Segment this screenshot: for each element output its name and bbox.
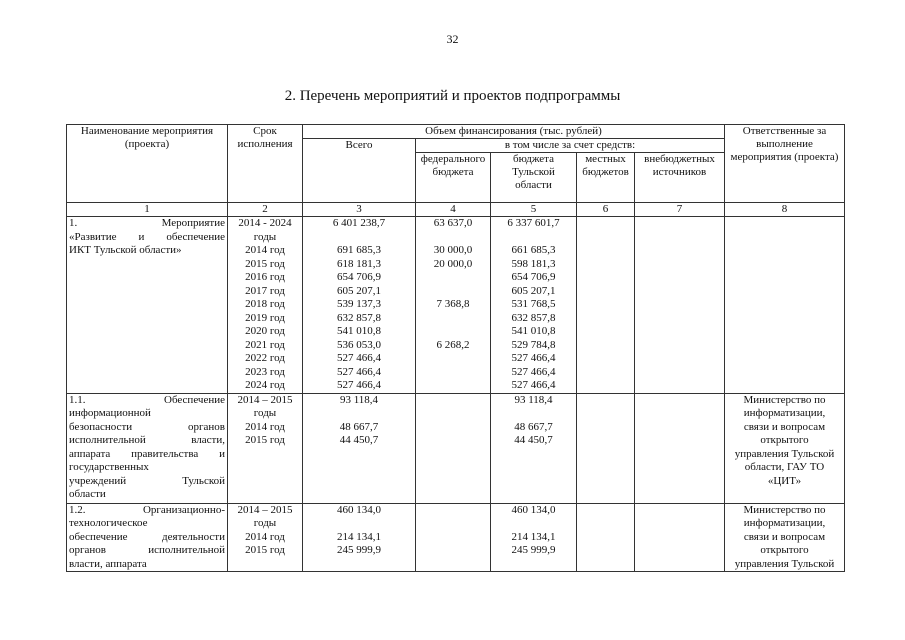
cell-line: 20 000,0 [433, 257, 473, 270]
header-including: в том числе за счет средств: [416, 139, 725, 153]
cell-line: безопасности органов [69, 420, 225, 433]
header-extra: внебюджетных источников [635, 153, 725, 203]
cell-line [418, 271, 488, 285]
cell-line: 654 706,9 [511, 271, 556, 283]
row-extra-cell [635, 217, 725, 394]
cell-line: 1.2. Организационно- [69, 503, 225, 516]
cell-line: 539 137,3 [337, 298, 381, 310]
cell-line: 245 999,9 [511, 544, 556, 556]
cell-line: открытого [760, 434, 809, 446]
cell-line: 605 207,1 [337, 284, 381, 297]
cell-line: 527 466,4 [337, 352, 381, 364]
cell-line: 632 857,8 [511, 311, 556, 324]
cell-line: 214 134,1 [337, 530, 381, 543]
row-federal-cell [416, 503, 491, 572]
cell-line: 632 857,8 [337, 311, 381, 324]
activities-table [66, 124, 845, 572]
cell-line: 30 000,0 [433, 244, 473, 256]
cell-line: власти, аппарата [69, 557, 147, 570]
cell-line: 2024 год [245, 379, 285, 391]
row-local-cell [577, 393, 635, 503]
cell-line [418, 352, 488, 366]
row-total-cell [303, 217, 416, 394]
column-number: 8 [725, 203, 845, 217]
cell-line: обеспечение деятельности [69, 530, 225, 543]
row-local-cell [577, 217, 635, 394]
cell-line: 1.1. Обеспечение [69, 393, 225, 406]
header-responsible: Ответственные за выполнение мероприятия (проекта) [725, 125, 845, 203]
cell-line: органов исполнительной [69, 544, 225, 556]
column-number: 5 [491, 203, 577, 217]
cell-line: 44 450,7 [514, 434, 553, 446]
cell-line [418, 312, 488, 326]
cell-line: 2017 год [245, 284, 285, 297]
row-extra-cell [635, 503, 725, 572]
cell-line: области [69, 488, 106, 500]
cell-line: 7 368,8 [436, 298, 470, 310]
cell-line: 541 010,8 [337, 325, 381, 337]
cell-line: 661 685,3 [511, 244, 556, 256]
cell-line: 44 450,7 [339, 434, 379, 446]
cell-line [418, 366, 488, 380]
cell-line [493, 517, 574, 531]
header-funding: Объем финансирования (тыс. рублей) [303, 125, 725, 139]
header-local: местных бюджетов [577, 153, 635, 203]
cell-line: 618 181,3 [337, 257, 381, 270]
header-name: Наименование мероприятия (проекта) [67, 125, 228, 203]
cell-line: 2015 год [245, 544, 285, 556]
header-total: Всего [303, 139, 416, 203]
row-tula-cell [491, 217, 577, 394]
cell-line: 527 466,4 [511, 365, 556, 378]
cell-line: 48 667,7 [339, 420, 379, 433]
cell-line: информатизации, [743, 517, 826, 529]
cell-line: исполнительной власти, [69, 434, 225, 446]
row-tula-cell [491, 503, 577, 572]
column-number: 7 [635, 203, 725, 217]
cell-line: 63 637,0 [433, 217, 473, 229]
cell-line: 460 134,0 [337, 503, 381, 516]
cell-line: аппарата правительства и [69, 447, 225, 460]
column-number: 3 [303, 203, 416, 217]
cell-line: 2015 год [245, 257, 285, 270]
cell-line: 6 268,2 [436, 338, 470, 351]
row-federal-cell [416, 217, 491, 394]
cell-line: 2016 год [245, 271, 285, 283]
cell-line: ИКТ Тульской области» [69, 244, 182, 256]
cell-line: 6 337 601,7 [507, 217, 560, 229]
row-total-cell [303, 393, 416, 503]
cell-line: связи и вопросам [743, 530, 826, 543]
cell-line: 93 118,4 [339, 393, 379, 406]
cell-line: информационной [69, 407, 151, 419]
cell-line [493, 407, 574, 421]
cell-line: 654 706,9 [337, 271, 381, 283]
cell-line: 2018 год [245, 298, 285, 310]
cell-line: 598 181,3 [511, 257, 556, 270]
cell-line: 2014 – 2015 [237, 393, 293, 406]
cell-line: Министерство по [743, 503, 826, 516]
row-responsible-cell [725, 217, 845, 394]
cell-line: 2015 год [245, 434, 285, 446]
cell-line: открытого [760, 544, 809, 556]
cell-line: государственных [69, 461, 149, 473]
cell-line: 48 667,7 [514, 420, 553, 433]
cell-line: 214 134,1 [511, 530, 556, 543]
row-extra-cell [635, 393, 725, 503]
cell-line [418, 379, 488, 393]
cell-line: 527 466,4 [337, 379, 381, 391]
cell-line [305, 407, 413, 421]
row-term-cell [228, 217, 303, 394]
cell-line [493, 231, 574, 245]
cell-line: управления Тульской [734, 557, 835, 570]
cell-line: 2020 год [245, 325, 285, 337]
cell-line: 460 134,0 [511, 503, 556, 516]
row-total-cell [303, 503, 416, 572]
row-responsible-cell [725, 393, 845, 503]
cell-line: области, ГАУ ТО [744, 461, 825, 473]
row-term-cell [228, 503, 303, 572]
cell-line: учреждений Тульской [69, 474, 225, 487]
cell-line: 605 207,1 [511, 284, 556, 297]
cell-line: 2022 год [245, 352, 285, 364]
cell-line: годы [253, 230, 277, 243]
cell-line: 541 010,8 [511, 325, 556, 337]
column-number: 2 [228, 203, 303, 217]
page-number: 32 [446, 32, 459, 46]
cell-line [418, 231, 488, 245]
row-name-cell [67, 393, 228, 503]
cell-line: 2019 год [245, 311, 285, 324]
cell-line: 245 999,9 [337, 544, 381, 556]
cell-line: 531 768,5 [511, 298, 556, 310]
cell-line: 1. Мероприятие [69, 217, 225, 229]
cell-line: «ЦИТ» [767, 474, 802, 487]
cell-line: годы [253, 407, 277, 419]
cell-line [418, 285, 488, 299]
table-row [67, 393, 845, 503]
cell-line: 691 685,3 [337, 244, 381, 256]
row-name-cell [67, 217, 228, 394]
cell-line: 2021 год [245, 338, 285, 351]
row-responsible-cell [725, 503, 845, 572]
header-tula: бюджета Тульской области [491, 153, 577, 203]
cell-line: 2023 год [245, 365, 285, 378]
cell-line: 527 466,4 [337, 365, 381, 378]
cell-line: годы [253, 517, 277, 529]
table-body [67, 217, 845, 572]
cell-line [305, 517, 413, 531]
page-title: 2. Перечень мероприятий и проектов подпрограммы [284, 88, 621, 104]
cell-line: технологическое [69, 517, 148, 529]
column-number: 6 [577, 203, 635, 217]
row-name-cell [67, 503, 228, 572]
cell-line: информатизации, [743, 407, 826, 419]
cell-line: 529 784,8 [511, 338, 556, 351]
table-row [67, 503, 845, 572]
cell-line: 527 466,4 [511, 379, 556, 391]
cell-line: 6 401 238,7 [332, 217, 386, 229]
cell-line: управления Тульской [734, 447, 835, 460]
table-row [67, 217, 845, 394]
cell-line [305, 231, 413, 245]
cell-line [418, 325, 488, 339]
cell-line: 2014 год [245, 244, 285, 256]
row-tula-cell [491, 393, 577, 503]
row-local-cell [577, 503, 635, 572]
row-term-cell [228, 393, 303, 503]
cell-line: связи и вопросам [743, 420, 826, 433]
cell-line: 536 053,0 [337, 338, 381, 351]
cell-line: 93 118,4 [514, 393, 553, 406]
cell-line: 527 466,4 [511, 352, 556, 364]
cell-line: 2014 год [245, 530, 285, 543]
cell-line: 2014 год [245, 420, 285, 433]
column-number: 1 [67, 203, 228, 217]
cell-line: 2014 - 2024 [238, 217, 292, 229]
column-number: 4 [416, 203, 491, 217]
header-federal: федерального бюджета [416, 153, 491, 203]
header-term: Срок исполнения [228, 125, 303, 203]
cell-line: «Развитие и обеспечение [69, 230, 225, 243]
cell-line: Министерство по [743, 393, 826, 406]
cell-line: 2014 – 2015 [237, 503, 293, 516]
row-federal-cell [416, 393, 491, 503]
